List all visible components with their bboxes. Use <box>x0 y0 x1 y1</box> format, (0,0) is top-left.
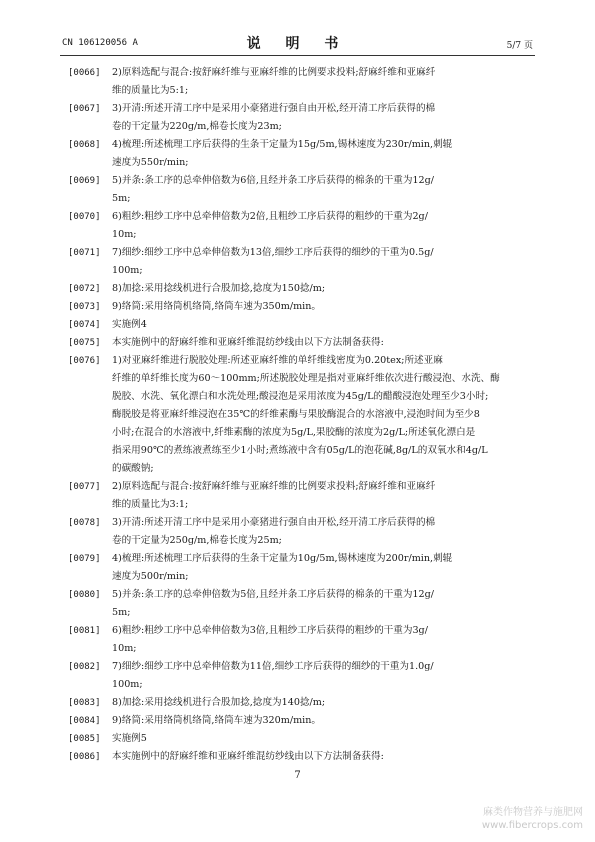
paragraph-number: [0068] <box>68 140 101 150</box>
patent-number: CN 106120056 A <box>62 38 138 48</box>
paragraph-number: [0069] <box>68 176 101 186</box>
paragraph <box>68 748 534 766</box>
paragraph <box>68 586 534 622</box>
watermark-line-2: www.fibercrops.com <box>481 820 583 831</box>
paragraph-text: 9)络筒:采用络筒机络筒,络筒车速为320m/min。 <box>112 715 322 726</box>
paragraph-number: [0085] <box>68 734 101 744</box>
paragraph <box>68 316 534 334</box>
paragraph-number: [0086] <box>68 752 101 762</box>
paragraph-number: [0067] <box>68 104 101 114</box>
paragraph-text: 8)加捻:采用捻线机进行合股加捻,捻度为140捻/m; <box>112 697 326 708</box>
paragraph-number: [0084] <box>68 716 101 726</box>
paragraph-text: 1)对亚麻纤维进行脱胶处理:所述亚麻纤维的单纤维线密度为0.20tex;所述亚麻 纤维的单纤维长度为60～100mm;所述脱胶处理是指对亚麻纤维依次进行酸浸泡、水洗、酶 脱胶、水洗、氧化漂白和水洗处理;酸浸泡是采用浓度为45g/L的醋酸浸泡处理至少3小时; 酶脱胶是将亚麻纤维浸泡在35℃的纤维素酶与果胶酶混合的水溶液中,浸泡时间为至少8 小时;在混合的水溶液中,纤维素酶的浓度为5g/L,果胶酶的浓度为2g/L;所述氧化漂白是 指采用90℃的煮练液煮练至少1小时;煮练液中含有05g/L的泡花碱,8g/L的双氧水和4g/L 的碳酸钠; <box>112 355 500 474</box>
paragraph <box>68 622 534 658</box>
paragraph-text: 9)络筒:采用络筒机络筒,络筒车速为350m/min。 <box>112 301 322 312</box>
paragraph <box>68 100 534 136</box>
paragraph <box>68 244 534 280</box>
header-rule <box>60 55 535 56</box>
paragraph-text: 6)粗纱:粗纱工序中总牵伸倍数为3倍,且粗纱工序后获得的粗纱的干重为3g/ 10m; <box>112 625 428 654</box>
page-number: 7 <box>294 770 301 781</box>
paragraph-number: [0082] <box>68 662 101 672</box>
paragraph <box>68 208 534 244</box>
paragraph-number: [0077] <box>68 482 101 492</box>
paragraph-number: [0073] <box>68 302 101 312</box>
watermark-line-1: 麻类作物营养与施肥网 <box>483 807 583 818</box>
paragraph-text: 4)梳理:所述梳理工序后获得的生条干定量为15g/5m,锡林速度为230r/min,刺辊 速度为550r/min; <box>112 139 453 168</box>
paragraph <box>68 730 534 748</box>
paragraph-text: 实施例5 <box>112 733 147 744</box>
paragraph-number: [0071] <box>68 248 101 258</box>
paragraph-number: [0081] <box>68 626 101 636</box>
paragraph <box>68 658 534 694</box>
page-indicator: 5/7 页 <box>506 41 533 51</box>
paragraph-text: 7)细纱:细纱工序中总牵伸倍数为13倍,细纱工序后获得的细纱的干重为0.5g/ 100m; <box>112 247 434 276</box>
paragraph-number: [0072] <box>68 284 101 294</box>
paragraph <box>68 280 534 298</box>
paragraph-text: 7)细纱:细纱工序中总牵伸倍数为11倍,细纱工序后获得的细纱的干重为1.0g/ 100m; <box>112 661 434 690</box>
paragraph-number: [0070] <box>68 212 101 222</box>
paragraph-number: [0080] <box>68 590 101 600</box>
paragraph <box>68 694 534 712</box>
paragraph <box>68 352 534 478</box>
paragraph-text: 8)加捻:采用捻线机进行合股加捻,捻度为150捻/m; <box>112 283 326 294</box>
document-body <box>68 64 534 766</box>
paragraph-text: 5)并条:条工序的总牵伸倍数为6倍,且经并条工序后获得的棉条的干重为12g/ 5m; <box>112 175 435 204</box>
paragraph-number: [0075] <box>68 338 101 348</box>
paragraph-number: [0076] <box>68 356 101 366</box>
watermark <box>482 806 583 832</box>
paragraph <box>68 712 534 730</box>
paragraph-number: [0066] <box>68 68 101 78</box>
paragraph-number: [0078] <box>68 518 101 528</box>
paragraph-text: 4)梳理:所述梳理工序后获得的生条干定量为10g/5m,锡林速度为200r/min,刺辊 速度为500r/min; <box>112 553 453 582</box>
paragraph <box>68 64 534 100</box>
paragraph-text: 本实施例中的舒麻纤维和亚麻纤维混纺纱线由以下方法制备获得: <box>112 337 384 348</box>
paragraph <box>68 136 534 172</box>
paragraph-text: 实施例4 <box>112 319 147 330</box>
paragraph <box>68 550 534 586</box>
paragraph <box>68 172 534 208</box>
paragraph-text: 本实施例中的舒麻纤维和亚麻纤维混纺纱线由以下方法制备获得: <box>112 751 384 762</box>
document-title: 说 明 书 <box>246 36 349 52</box>
paragraph <box>68 478 534 514</box>
paragraph-text: 2)原料选配与混合:按舒麻纤维与亚麻纤维的比例要求投料;舒麻纤维和亚麻纤 维的质量比为3:1; <box>112 481 436 510</box>
paragraph-number: [0074] <box>68 320 101 330</box>
paragraph-text: 3)开清:所述开清工序中是采用小豪猪进行强自由开松,经开清工序后获得的棉 卷的干定量为250g/m,棉卷长度为25m; <box>112 517 436 546</box>
paragraph-text: 2)原料选配与混合:按舒麻纤维与亚麻纤维的比例要求投料;舒麻纤维和亚麻纤 维的质量比为5:1; <box>112 67 436 96</box>
paragraph <box>68 334 534 352</box>
paragraph <box>68 298 534 316</box>
paragraph <box>68 514 534 550</box>
paragraph-number: [0083] <box>68 698 101 708</box>
paragraph-text: 3)开清:所述开清工序中是采用小豪猪进行强自由开松,经开清工序后获得的棉 卷的干定量为220g/m,棉卷长度为23m; <box>112 103 436 132</box>
page-header <box>0 26 595 56</box>
paragraph-text: 6)粗纱:粗纱工序中总牵伸倍数为2倍,且粗纱工序后获得的粗纱的干重为2g/ 10m; <box>112 211 428 240</box>
paragraph-text: 5)并条:条工序的总牵伸倍数为5倍,且经并条工序后获得的棉条的干重为12g/ 5m; <box>112 589 435 618</box>
paragraph-number: [0079] <box>68 554 101 564</box>
